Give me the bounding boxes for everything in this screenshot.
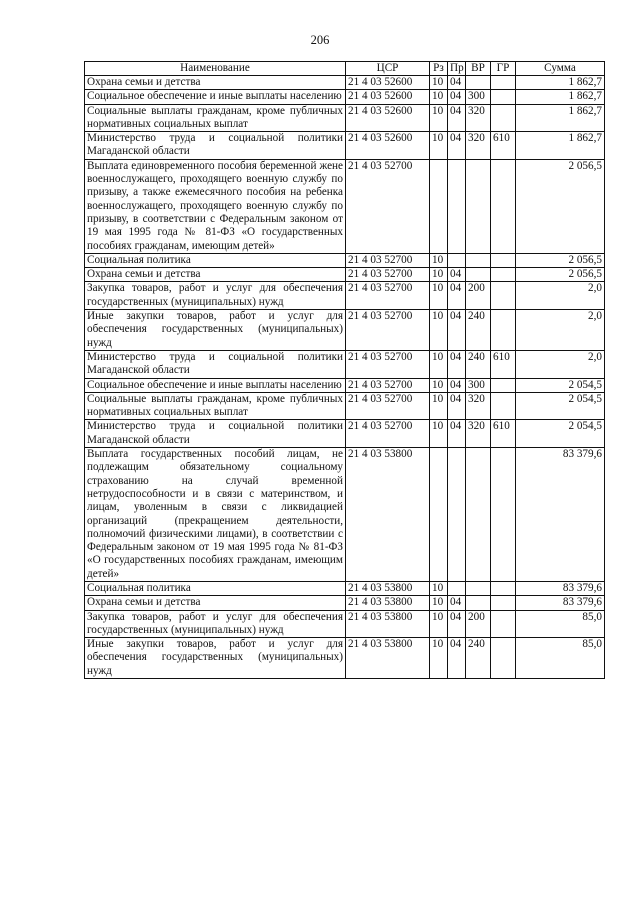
row-pr [448,581,466,595]
row-vr [466,268,491,282]
budget-table [84,61,605,679]
table-row [85,268,605,282]
row-csr: 21 4 03 53800 [346,638,430,679]
row-name: Охрана семьи и детства [85,268,346,282]
row-name: Закупка товаров, работ и услуг для обеспечения государственных (муниципальных) нужд [85,610,346,638]
row-rz: 10 [430,392,448,420]
row-gr: 610 [491,350,516,378]
row-csr: 21 4 03 52700 [346,282,430,310]
row-name: Министерство труда и социальной политики Магаданской области [85,350,346,378]
row-sum: 2,0 [516,350,605,378]
row-pr: 04 [448,392,466,420]
row-sum: 1 862,7 [516,104,605,132]
header-name: Наименование [85,62,346,76]
row-pr: 04 [448,378,466,392]
table-row [85,104,605,132]
header-row [85,62,605,76]
row-rz: 10 [430,378,448,392]
row-name: Выплата государственных пособий лицам, не подлежащим обязательному социальному страхованию на случай временной нетрудоспособности и в связи с материнством, и лицам, уволенным в связи с ликвидацией организаций (прекращением деятельности, полномочий физическими лицами), в соответствии с Федеральным законом от 19 мая 1995 года № 81-ФЗ «О государственных пособиях гражданам, имеющим детей» [85,448,346,582]
row-csr: 21 4 03 52600 [346,90,430,104]
row-rz: 10 [430,104,448,132]
row-gr [491,610,516,638]
table-row [85,378,605,392]
row-sum: 85,0 [516,638,605,679]
row-sum: 83 379,6 [516,448,605,582]
row-csr: 21 4 03 52700 [346,268,430,282]
row-rz [430,159,448,253]
row-name: Выплата единовременного пособия беременной жене военнослужащего, проходящего военную службу по призыву, а также ежемесячного пособия на ребенка военнослужащего, проходящего военную службу по призыву, в соответствии с Федеральным законом от 19 мая 1995 года № 81-ФЗ «О государственных пособиях гражданам, имеющим детей» [85,159,346,253]
row-sum: 2,0 [516,310,605,351]
row-pr: 04 [448,596,466,610]
row-csr: 21 4 03 52600 [346,104,430,132]
row-csr: 21 4 03 53800 [346,610,430,638]
row-name: Иные закупки товаров, работ и услуг для обеспечения государственных (муниципальных) нужд [85,310,346,351]
row-name: Охрана семьи и детства [85,76,346,90]
row-name: Охрана семьи и детства [85,596,346,610]
row-gr: 610 [491,420,516,448]
row-rz: 10 [430,282,448,310]
table-body [85,76,605,679]
row-sum: 85,0 [516,610,605,638]
header-pr: Пр [448,62,466,76]
row-vr: 300 [466,90,491,104]
row-gr: 610 [491,132,516,160]
row-gr [491,392,516,420]
row-vr [466,581,491,595]
row-rz: 10 [430,90,448,104]
row-name: Социальная политика [85,581,346,595]
row-pr: 04 [448,610,466,638]
row-name: Социальная политика [85,253,346,267]
table-row [85,581,605,595]
row-csr: 21 4 03 52700 [346,392,430,420]
row-name: Министерство труда и социальной политики Магаданской области [85,132,346,160]
table-row [85,90,605,104]
row-vr: 320 [466,420,491,448]
row-sum: 2 054,5 [516,420,605,448]
table-row [85,132,605,160]
row-csr: 21 4 03 52700 [346,350,430,378]
row-rz: 10 [430,420,448,448]
table-row [85,350,605,378]
row-pr [448,448,466,582]
row-sum: 2 056,5 [516,268,605,282]
table-row [85,420,605,448]
row-gr [491,282,516,310]
row-gr [491,310,516,351]
row-gr [491,104,516,132]
row-name: Социальное обеспечение и иные выплаты населению [85,378,346,392]
row-csr: 21 4 03 52700 [346,310,430,351]
row-gr [491,268,516,282]
row-rz: 10 [430,638,448,679]
row-rz: 10 [430,76,448,90]
row-vr: 240 [466,310,491,351]
row-vr: 200 [466,610,491,638]
row-pr: 04 [448,282,466,310]
row-sum: 2 054,5 [516,392,605,420]
row-csr: 21 4 03 52700 [346,378,430,392]
row-gr [491,378,516,392]
row-sum: 2 054,5 [516,378,605,392]
row-vr: 300 [466,378,491,392]
row-gr [491,448,516,582]
table-row [85,448,605,582]
table-row [85,76,605,90]
row-gr [491,596,516,610]
table-row [85,638,605,679]
row-sum: 83 379,6 [516,596,605,610]
row-vr: 320 [466,132,491,160]
row-rz: 10 [430,310,448,351]
row-rz: 10 [430,350,448,378]
row-csr: 21 4 03 52600 [346,132,430,160]
row-pr: 04 [448,638,466,679]
row-rz: 10 [430,581,448,595]
table-row [85,392,605,420]
row-name: Социальные выплаты гражданам, кроме публичных нормативных социальных выплат [85,392,346,420]
header-gr: ГР [491,62,516,76]
header-rz: Рз [430,62,448,76]
row-gr [491,581,516,595]
page-number: 206 [310,33,330,47]
header-vr: ВР [466,62,491,76]
row-csr: 21 4 03 52700 [346,420,430,448]
row-rz: 10 [430,268,448,282]
table-row [85,610,605,638]
row-vr [466,596,491,610]
row-pr: 04 [448,76,466,90]
row-name: Закупка товаров, работ и услуг для обеспечения государственных (муниципальных) нужд [85,282,346,310]
row-vr: 320 [466,104,491,132]
row-gr [491,638,516,679]
row-gr [491,76,516,90]
row-vr: 240 [466,350,491,378]
row-vr [466,448,491,582]
row-rz: 10 [430,253,448,267]
row-sum: 83 379,6 [516,581,605,595]
row-csr: 21 4 03 53800 [346,596,430,610]
row-vr: 200 [466,282,491,310]
row-pr: 04 [448,132,466,160]
table-row [85,596,605,610]
row-gr [491,159,516,253]
row-sum: 1 862,7 [516,90,605,104]
row-pr: 04 [448,268,466,282]
row-name: Социальные выплаты гражданам, кроме публичных нормативных социальных выплат [85,104,346,132]
table-row [85,310,605,351]
row-pr: 04 [448,420,466,448]
header-sum: Сумма [516,62,605,76]
row-vr [466,76,491,90]
row-rz: 10 [430,596,448,610]
row-pr: 04 [448,350,466,378]
row-pr: 04 [448,90,466,104]
row-gr [491,90,516,104]
row-name: Министерство труда и социальной политики Магаданской области [85,420,346,448]
row-sum: 2 056,5 [516,253,605,267]
header-csr: ЦСР [346,62,430,76]
row-csr: 21 4 03 53800 [346,448,430,582]
row-rz: 10 [430,610,448,638]
row-csr: 21 4 03 52700 [346,159,430,253]
row-pr [448,159,466,253]
row-vr: 240 [466,638,491,679]
table-row [85,282,605,310]
row-rz: 10 [430,132,448,160]
row-pr [448,253,466,267]
row-csr: 21 4 03 53800 [346,581,430,595]
row-sum: 2 056,5 [516,159,605,253]
row-rz [430,448,448,582]
row-vr [466,253,491,267]
row-csr: 21 4 03 52600 [346,76,430,90]
row-csr: 21 4 03 52700 [346,253,430,267]
row-sum: 2,0 [516,282,605,310]
table-row [85,159,605,253]
row-vr: 320 [466,392,491,420]
row-vr [466,159,491,253]
row-name: Социальное обеспечение и иные выплаты населению [85,90,346,104]
row-gr [491,253,516,267]
row-pr: 04 [448,310,466,351]
row-pr: 04 [448,104,466,132]
table-row [85,253,605,267]
row-name: Иные закупки товаров, работ и услуг для обеспечения государственных (муниципальных) нужд [85,638,346,679]
row-sum: 1 862,7 [516,76,605,90]
row-sum: 1 862,7 [516,132,605,160]
